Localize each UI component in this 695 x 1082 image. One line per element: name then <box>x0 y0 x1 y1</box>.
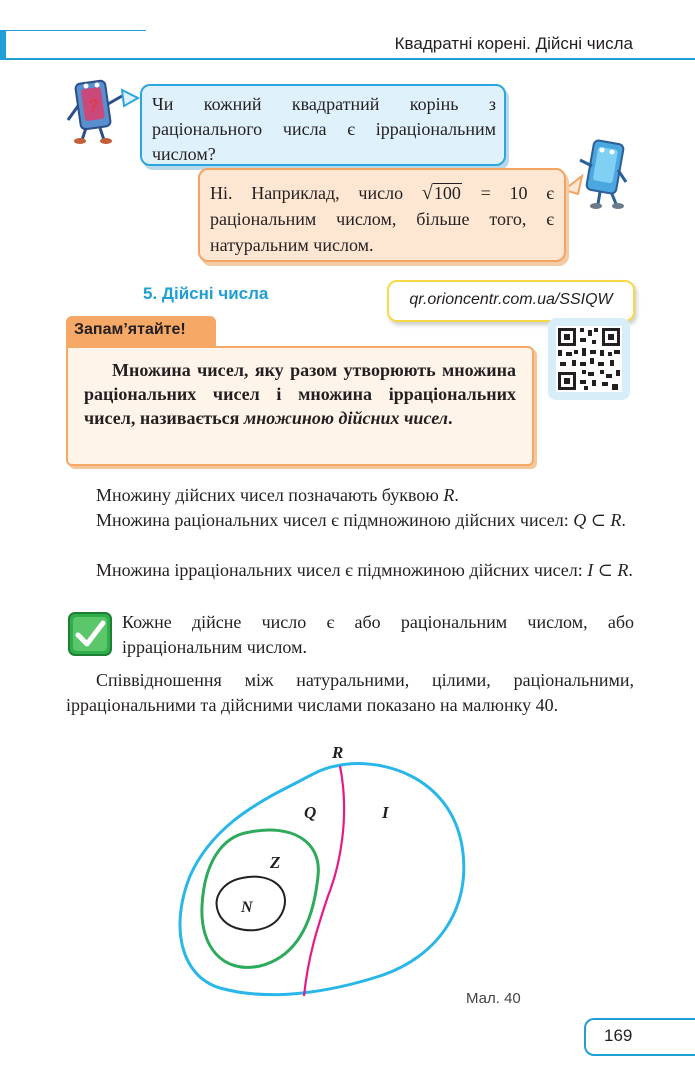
section-title: 5. Дійсні числа <box>143 284 269 303</box>
remember-box <box>66 346 534 466</box>
answer-text <box>210 180 554 258</box>
radical-icon: √ <box>421 182 433 204</box>
header-accent <box>0 30 6 60</box>
sqrt-expression <box>422 183 462 203</box>
remember-tab <box>66 316 216 346</box>
question-bubble <box>140 84 506 166</box>
p2-end: . <box>621 510 626 530</box>
figure-caption: Мал. 40 <box>466 990 521 1007</box>
p3-end: . <box>628 560 633 580</box>
paragraph-real-set <box>96 483 634 508</box>
svg-text:?: ? <box>88 96 99 116</box>
robot-answer-icon <box>560 136 636 212</box>
header-top-line <box>6 30 146 31</box>
paragraph-relation: Співвідношення між натуральними, цілими, раціональними, ірраціональними та дійсними числами показано на малюнку 40. <box>66 670 634 715</box>
label-I: I <box>382 803 389 822</box>
remember-label: Запам’ятайте! <box>74 321 186 338</box>
p1-end: . <box>454 485 459 505</box>
set-Z-outline <box>202 830 318 967</box>
paragraph-irrational-subset <box>66 558 634 583</box>
page-number: 169 <box>604 1026 633 1045</box>
answer-bubble <box>198 168 566 262</box>
p1-var: R <box>443 485 455 505</box>
qr-link-text: qr.orioncentr.com.ua/SSIQW <box>409 291 613 308</box>
remember-term: множиною дійсних чисел <box>243 408 448 428</box>
header-underline <box>6 58 695 60</box>
checkmark-icon <box>68 612 112 656</box>
radicand: 100 <box>433 183 461 203</box>
question-text: Чи кожний квадратний корінь з раціонального числа є ірраціональним числом? <box>152 94 496 164</box>
robot-question-icon <box>64 76 140 146</box>
answer-intro: Ні. Наприклад, число <box>210 183 404 203</box>
p2-text: Множина раціональних чисел є підмножиною дійсних чисел: <box>96 510 569 530</box>
sqrt-result: = 10 <box>480 183 528 203</box>
note-text: Кожне дійсне число є або раціональним числом, або ірраціональним числом. <box>122 612 634 657</box>
header-title: Квадратні корені. Дійсні числа <box>394 34 633 53</box>
page-header <box>0 30 695 60</box>
page-number-tab <box>584 1018 695 1056</box>
p3-text: Множина ірраціональних чисел є підмножиною дійсних чисел: <box>96 560 583 580</box>
p1-text: Множину дійсних чисел позначають буквою <box>96 485 439 505</box>
qr-code-icon <box>548 318 630 400</box>
label-N: N <box>241 899 253 916</box>
answer-rest: є раціональним числом, більше того, є натуральним числом. <box>210 183 555 255</box>
remember-definition: Множина чисел, яку разом утворюють множина раціональних чисел і множина ірраціональних чисел, називається <box>84 360 516 428</box>
divider-line <box>304 766 344 996</box>
label-Q: Q <box>304 803 317 822</box>
paragraph-rational-subset <box>66 508 634 533</box>
remember-text <box>84 358 516 430</box>
p2-formula: Q ⊂ R <box>573 510 622 530</box>
label-R: R <box>332 743 344 762</box>
qr-link[interactable] <box>387 280 635 322</box>
qr-code-panel[interactable] <box>548 318 630 400</box>
remember-end: . <box>447 408 453 428</box>
p3-formula: I ⊂ R <box>587 560 629 580</box>
number-sets-diagram <box>150 736 480 1006</box>
label-Z: Z <box>270 853 281 872</box>
